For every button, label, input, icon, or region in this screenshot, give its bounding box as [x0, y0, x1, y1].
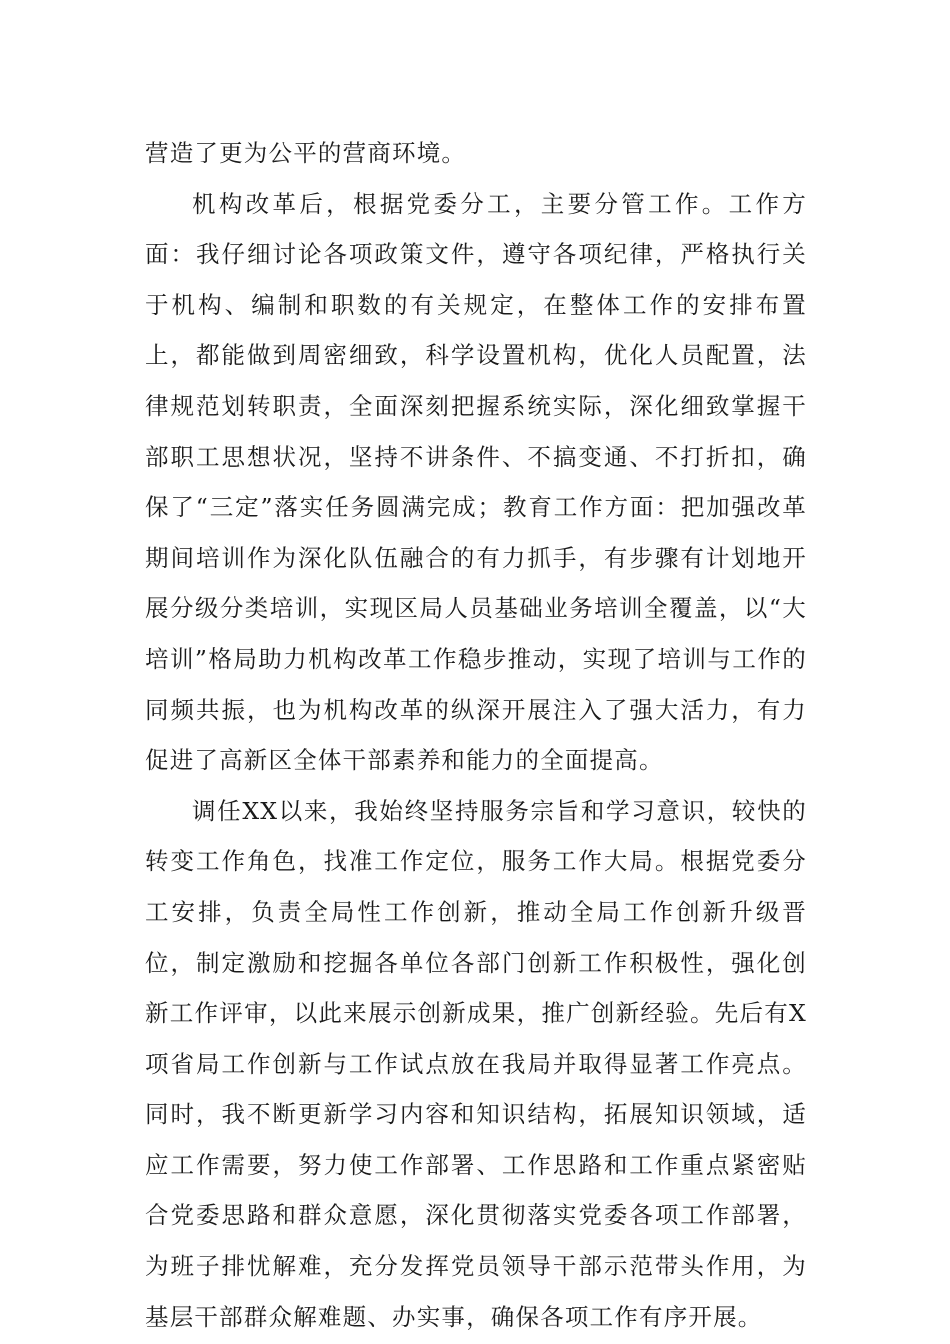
paragraph-transfer-innovation: 调任XX以来，我始终坚持服务宗旨和学习意识，较快的转变工作角色，找准工作定位，服务工作大局。根据党委分工安排，负责全局性工作创新，推动全局工作创新升级晋位，制定激励和挖掘各单位各部门创新工作积极性，强化创新工作评审，以此来展示创新成果，推广创新经验。先后有X项省局工作创新与工作试点放在我局并取得显著工作亮点。同时，我不断更新学习内容和知识结构，拓展知识领域，适应工作需要，努力使工作部署、工作思路和工作重点紧密贴合党委思路和群众意愿，深化贯彻落实党委各项工作部署，为班子排忧解难，充分发挥党员领导干部示范带头作用，为基层干部群众解难题、办实事，确保各项工作有序开展。 [145, 796, 807, 1331]
paragraph-continuation: 营造了更为公平的营商环境。 [145, 139, 467, 167]
document-body [145, 128, 807, 1342]
paragraph-institutional-reform: 机构改革后，根据党委分工，主要分管工作。工作方面：我仔细讨论各项政策文件，遵守各项纪律，严格执行关于机构、编制和职数的有关规定，在整体工作的安排布置上，都能做到周密细致，科学设置机构，优化人员配置，法律规范划转职责，全面深刻把握系统实际，深化细致掌握干部职工思想状况，坚持不讲条件、不搞变通、不打折扣，确保了“三定”落实任务圆满完成；教育工作方面：把加强改革期间培训作为深化队伍融合的有力抓手，有步骤有计划地开展分级分类培训，实现区局人员基础业务培训全覆盖，以“大培训”格局助力机构改革工作稳步推动，实现了培训与工作的同频共振，也为机构改革的纵深开展注入了强大活力，有力促进了高新区全体干部素养和能力的全面提高。 [145, 189, 807, 775]
